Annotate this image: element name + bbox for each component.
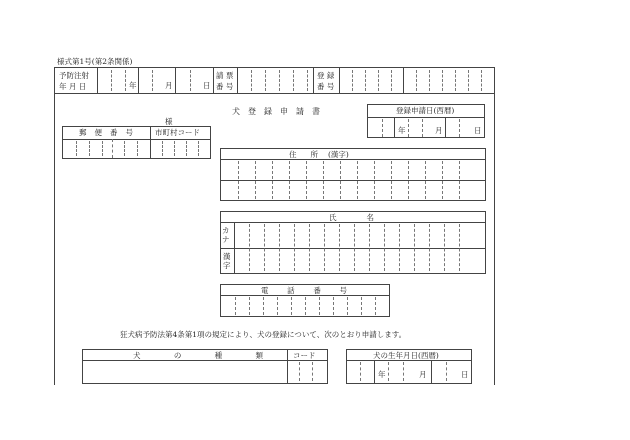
address-header: 住 所 (漢字) xyxy=(289,150,349,159)
breed-code-header: コード xyxy=(293,351,316,360)
phone-header: 電 話 番 号 xyxy=(261,286,347,295)
breed-header: 犬 の 種 類 xyxy=(133,351,263,360)
breed-box xyxy=(82,349,328,384)
phone-box xyxy=(220,284,390,317)
application-month-label: 月 xyxy=(435,126,443,135)
postal-municipality-box xyxy=(62,126,211,159)
application-date-box xyxy=(367,104,485,138)
kana-label: カナ xyxy=(222,226,230,244)
application-date-header: 登録申請日(西暦) xyxy=(396,106,455,115)
form-frame-left xyxy=(54,67,55,385)
registration-label-line2: 番 号 xyxy=(317,82,335,91)
birth-day-label: 日 xyxy=(461,370,469,379)
vaccination-label-line2: 年 月 日 xyxy=(59,82,87,91)
vaccination-year-label: 年 xyxy=(129,81,137,90)
sama-label: 様 xyxy=(165,117,173,126)
application-year-label: 年 xyxy=(398,126,406,135)
form-style-number: 様式第1号(第2条関係) xyxy=(57,57,133,66)
postal-header: 郵 便 番 号 xyxy=(79,128,133,137)
top-header-row xyxy=(54,67,495,94)
vaccination-day-label: 日 xyxy=(203,81,211,90)
application-statement: 狂犬病予防法第4条第1項の規定により、犬の登録について、次のとおり申請します。 xyxy=(120,330,407,339)
form-title: 犬 登 録 申 請 書 xyxy=(232,107,320,116)
name-header: 氏 名 xyxy=(329,213,374,222)
birth-year-label: 年 xyxy=(378,370,386,379)
vaccination-month-label: 月 xyxy=(165,81,173,90)
birth-date-header: 犬の生年月日(西暦) xyxy=(373,351,439,360)
registration-label-line1: 登 録 xyxy=(317,71,335,80)
form-frame-right xyxy=(494,67,495,385)
invoice-label-line1: 請 票 xyxy=(216,71,234,80)
vaccination-label-line1: 予防注射 xyxy=(59,71,89,80)
birth-date-box xyxy=(346,349,472,384)
name-box xyxy=(220,211,486,274)
address-box xyxy=(220,148,486,201)
invoice-label-line2: 番 号 xyxy=(216,82,234,91)
kanji-label: 漢字 xyxy=(223,252,231,270)
application-day-label: 日 xyxy=(474,126,482,135)
birth-month-label: 月 xyxy=(419,370,427,379)
municipality-header: 市町村コード xyxy=(155,128,200,137)
